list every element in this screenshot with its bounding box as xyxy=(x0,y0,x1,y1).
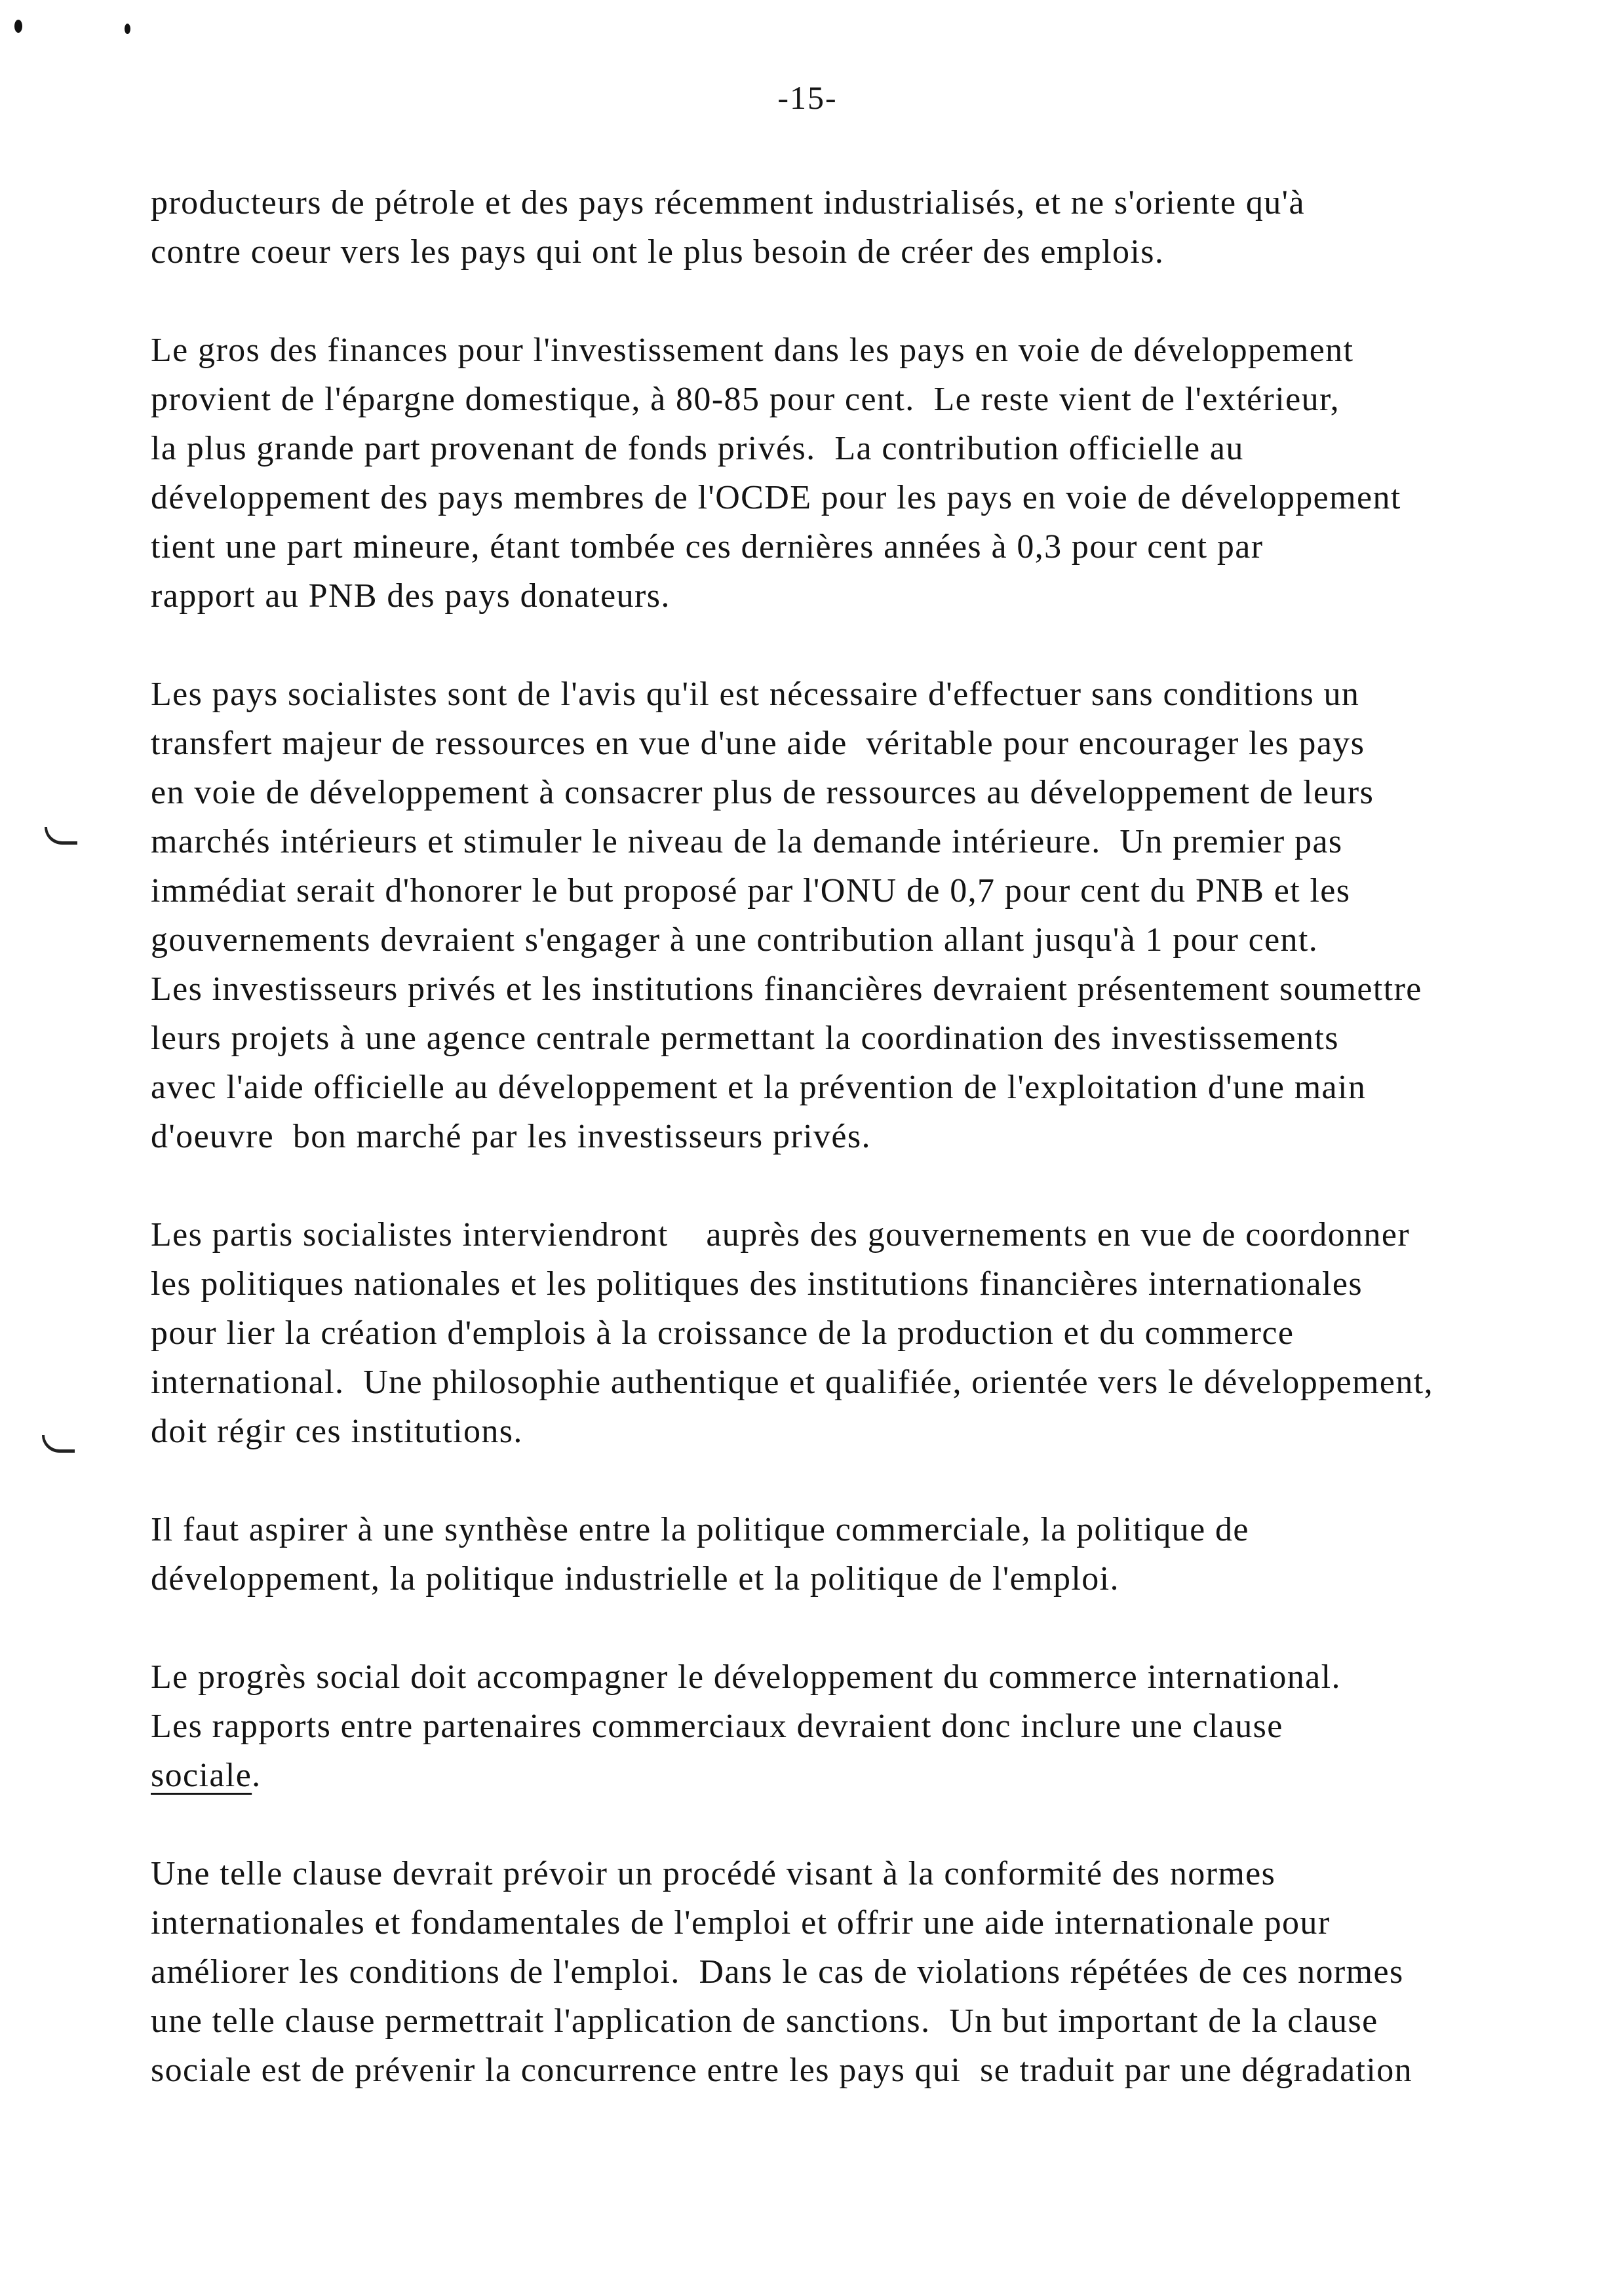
line-text: international. Une philosophie authentique et qualifiée, orientée vers le développement, xyxy=(151,1364,1433,1401)
paragraph xyxy=(151,1849,1560,2095)
line-text: développement des pays membres de l'OCDE pour les pays en voie de développement xyxy=(151,479,1401,516)
text-line xyxy=(151,571,1560,621)
line-text: développement, la politique industrielle et la politique de l'emploi. xyxy=(151,1560,1119,1598)
paragraph xyxy=(151,1210,1560,1456)
document-body xyxy=(151,178,1560,2144)
text-line xyxy=(151,424,1560,473)
margin-mark-icon xyxy=(45,827,77,845)
line-text: Les partis socialistes interviendront auprès des gouvernements en vue de coordonner xyxy=(151,1216,1411,1253)
text-line xyxy=(151,473,1560,522)
line-text: Une telle clause devrait prévoir un procédé visant à la conformité des normes xyxy=(151,1855,1276,1892)
text-line xyxy=(151,375,1560,424)
text-line xyxy=(151,965,1560,1014)
line-text: producteurs de pétrole et des pays récemment industrialisés, et ne s'oriente qu'à xyxy=(151,184,1305,221)
underlined-text: sociale xyxy=(151,1757,252,1794)
line-text: . xyxy=(252,1757,262,1794)
paragraph xyxy=(151,326,1560,621)
line-text: sociale est de prévenir la concurrence entre les pays qui se traduit par une dégradation xyxy=(151,2052,1413,2089)
paragraph xyxy=(151,1653,1560,1800)
line-text: Les rapports entre partenaires commerciaux devraient donc inclure une clause xyxy=(151,1708,1283,1745)
line-text: avec l'aide officielle au développement et la prévention de l'exploitation d'une main xyxy=(151,1069,1367,1106)
text-line xyxy=(151,178,1560,227)
text-line xyxy=(151,522,1560,571)
text-line xyxy=(151,719,1560,768)
line-text: Le progrès social doit accompagner le développement du commerce international. xyxy=(151,1658,1341,1696)
text-line xyxy=(151,1309,1560,1358)
text-line xyxy=(151,1898,1560,1947)
text-line xyxy=(151,2046,1560,2095)
text-line xyxy=(151,1358,1560,1407)
text-line xyxy=(151,915,1560,965)
text-line xyxy=(151,1014,1560,1063)
text-line xyxy=(151,817,1560,866)
text-line xyxy=(151,1947,1560,1997)
line-text: d'oeuvre bon marché par les investisseurs privés. xyxy=(151,1118,871,1155)
text-line xyxy=(151,1849,1560,1898)
text-line xyxy=(151,866,1560,915)
line-text: Le gros des finances pour l'investissement dans les pays en voie de développement xyxy=(151,332,1354,369)
line-text: en voie de développement à consacrer plus de ressources au développement de leurs xyxy=(151,774,1374,811)
line-text: doit régir ces institutions. xyxy=(151,1413,523,1450)
line-text: Les pays socialistes sont de l'avis qu'il est nécessaire d'effectuer sans conditions un xyxy=(151,676,1360,713)
text-line xyxy=(151,1112,1560,1161)
line-text: internationales et fondamentales de l'emploi et offrir une aide internationale pour xyxy=(151,1904,1331,1942)
paragraph xyxy=(151,1505,1560,1603)
paragraph xyxy=(151,178,1560,277)
line-text: provient de l'épargne domestique, à 80-85 pour cent. Le reste vient de l'extérieur, xyxy=(151,381,1340,418)
punch-hole-mark-icon xyxy=(14,20,22,33)
line-text: Il faut aspirer à une synthèse entre la politique commerciale, la politique de xyxy=(151,1511,1249,1548)
line-text: les politiques nationales et les politiques des institutions financières internationales xyxy=(151,1265,1363,1303)
text-line xyxy=(151,1554,1560,1603)
text-line xyxy=(151,326,1560,375)
text-line xyxy=(151,1702,1560,1751)
text-line xyxy=(151,1407,1560,1456)
text-line xyxy=(151,1653,1560,1702)
line-text: gouvernements devraient s'engager à une contribution allant jusqu'à 1 pour cent. xyxy=(151,921,1319,959)
text-line xyxy=(151,1751,1560,1800)
text-line xyxy=(151,670,1560,719)
text-line xyxy=(151,1063,1560,1112)
text-line xyxy=(151,768,1560,817)
text-line xyxy=(151,1505,1560,1554)
text-line xyxy=(151,1997,1560,2046)
line-text: leurs projets à une agence centrale permettant la coordination des investissements xyxy=(151,1020,1339,1057)
line-text: contre coeur vers les pays qui ont le plus besoin de créer des emplois. xyxy=(151,233,1165,271)
text-line xyxy=(151,1210,1560,1259)
paragraph xyxy=(151,670,1560,1161)
line-text: immédiat serait d'honorer le but proposé par l'ONU de 0,7 pour cent du PNB et les xyxy=(151,872,1351,909)
text-line xyxy=(151,1259,1560,1309)
line-text: tient une part mineure, étant tombée ces dernières années à 0,3 pour cent par xyxy=(151,528,1264,565)
line-text: marchés intérieurs et stimuler le niveau de la demande intérieure. Un premier pas xyxy=(151,823,1343,860)
page-number: -15- xyxy=(777,79,838,116)
line-text: pour lier la création d'emplois à la croissance de la production et du commerce xyxy=(151,1314,1294,1352)
line-text: transfert majeur de ressources en vue d'une aide véritable pour encourager les pays xyxy=(151,725,1365,762)
line-text: Les investisseurs privés et les institutions financières devraient présentement soumettre xyxy=(151,970,1422,1008)
line-text: une telle clause permettrait l'application de sanctions. Un but important de la clause xyxy=(151,2002,1378,2040)
line-text: la plus grande part provenant de fonds privés. La contribution officielle au xyxy=(151,430,1244,467)
margin-mark-icon xyxy=(42,1435,75,1453)
line-text: améliorer les conditions de l'emploi. Dans le cas de violations répétées de ces normes xyxy=(151,1953,1404,1991)
line-text: rapport au PNB des pays donateurs. xyxy=(151,577,671,615)
punch-hole-mark-icon xyxy=(125,24,130,34)
text-line xyxy=(151,227,1560,277)
